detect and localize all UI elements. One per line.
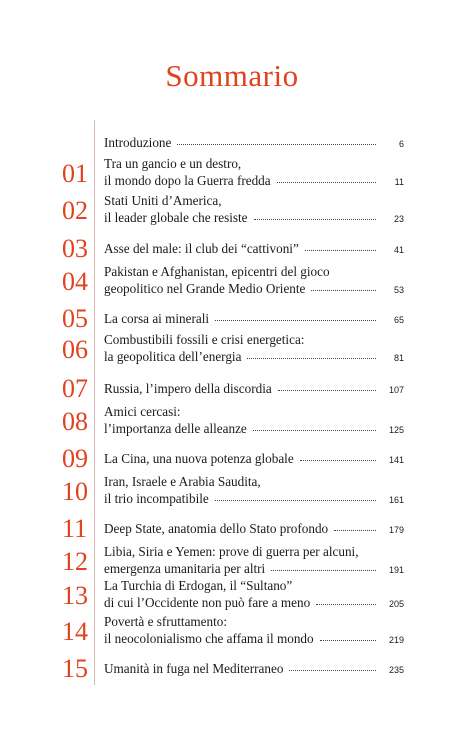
dot-leader — [334, 518, 376, 531]
chapter-title-line: La Cina, una nuova potenza globale — [104, 451, 294, 466]
dot-leader — [277, 170, 376, 183]
chapter-number: 06 — [62, 335, 88, 364]
dot-leader — [320, 628, 376, 641]
chapter-title — [104, 264, 404, 298]
chapter-number: 15 — [62, 654, 88, 683]
vertical-divider — [94, 120, 95, 685]
dot-leader — [278, 378, 376, 391]
dot-leader — [215, 488, 376, 501]
dot-leader — [254, 207, 376, 220]
page-number: 65 — [393, 315, 404, 325]
dot-leader — [271, 558, 376, 571]
chapter-number: 12 — [62, 547, 88, 576]
chapter-number: 09 — [62, 444, 88, 473]
chapter-title-line: Pakistan e Afghanistan, epicentri del gioco — [104, 264, 330, 279]
chapter-title — [104, 380, 404, 398]
chapter-title-line: Iran, Israele e Arabia Saudita, — [104, 474, 261, 489]
dot-leader — [300, 448, 376, 461]
page-number: 205 — [388, 599, 404, 609]
chapter-title-line: Povertà e sfruttamento: — [104, 614, 228, 629]
chapter-number: 05 — [62, 304, 88, 333]
page-number: 81 — [393, 353, 404, 363]
chapter-title — [104, 193, 404, 227]
chapter-title — [104, 310, 404, 328]
chapter-title — [104, 134, 404, 152]
chapter-title-line: il trio incompatibile — [104, 491, 209, 506]
page-number: 11 — [394, 177, 404, 187]
chapter-title-line: Libia, Siria e Yemen: prove di guerra per alcuni, — [104, 544, 359, 559]
chapter-title-line: Introduzione — [104, 135, 172, 150]
chapter-number: 01 — [62, 159, 88, 188]
chapter-number: 03 — [62, 234, 88, 263]
chapter-title-line: il mondo dopo la Guerra fredda — [104, 173, 271, 188]
chapter-title-line: Combustibili fossili e crisi energetica: — [104, 332, 305, 347]
chapter-title — [104, 450, 404, 468]
chapter-title — [104, 614, 404, 648]
chapter-title-line: Russia, l’impero della discordia — [104, 381, 272, 396]
chapter-title-line: La corsa ai minerali — [104, 311, 210, 326]
chapter-title-line: Amici cercasi: — [104, 404, 181, 419]
chapter-title-line: la geopolitica dell’energia — [104, 349, 242, 364]
page-number: 107 — [388, 385, 404, 395]
page-number: 41 — [393, 245, 404, 255]
chapter-number: 04 — [62, 267, 88, 296]
chapter-number: 13 — [62, 581, 88, 610]
chapter-title — [104, 156, 404, 190]
chapter-title-line: di cui l’Occidente non può fare a meno — [104, 595, 311, 610]
chapter-number: 08 — [62, 407, 88, 436]
dot-leader — [316, 592, 376, 605]
page-number: 235 — [388, 665, 404, 675]
dot-leader — [253, 418, 376, 431]
chapter-title — [104, 578, 404, 612]
page-title: Sommario — [165, 58, 299, 93]
page-number: 141 — [388, 455, 404, 465]
chapter-title — [104, 660, 404, 678]
chapter-title-line: emergenza umanitaria per altri — [104, 561, 266, 576]
chapter-number: 07 — [62, 374, 88, 403]
chapter-number: 14 — [62, 617, 88, 646]
page-number: 125 — [388, 425, 404, 435]
chapter-title-line: Stati Uniti d’America, — [104, 193, 222, 208]
chapter-number: 11 — [62, 514, 88, 543]
dot-leader — [305, 238, 376, 251]
chapter-title — [104, 544, 404, 578]
chapter-title-line: Asse del male: il club dei “cattivoni” — [104, 241, 299, 256]
page-number: 23 — [393, 214, 404, 224]
chapter-title-line: Tra un gancio e un destro, — [104, 156, 242, 171]
chapter-title — [104, 240, 404, 258]
dot-leader — [311, 278, 376, 291]
page-number: 219 — [388, 635, 404, 645]
chapter-title-line: il leader globale che resiste — [104, 210, 248, 225]
chapter-title-line: geopolitico nel Grande Medio Oriente — [104, 281, 306, 296]
dot-leader — [177, 132, 376, 145]
chapter-title-line: Deep State, anatomia dello Stato profondo — [104, 521, 329, 536]
chapter-title-line: il neocolonialismo che affama il mondo — [104, 631, 314, 646]
page-number: 6 — [398, 139, 404, 149]
dot-leader — [289, 658, 376, 671]
chapter-title — [104, 474, 404, 508]
dot-leader — [247, 346, 376, 359]
chapter-title — [104, 404, 404, 438]
chapter-number: 02 — [62, 196, 88, 225]
chapter-title-line: La Turchia di Erdogan, il “Sultano” — [104, 578, 293, 593]
chapter-title — [104, 332, 404, 366]
page-number: 179 — [388, 525, 404, 535]
chapter-title-line: Umanità in fuga nel Mediterraneo — [104, 661, 284, 676]
dot-leader — [215, 308, 376, 321]
page-number: 53 — [393, 285, 404, 295]
chapter-title-line: l’importanza delle alleanze — [104, 421, 247, 436]
page-number: 191 — [388, 565, 404, 575]
chapter-title — [104, 520, 404, 538]
page-number: 161 — [388, 495, 404, 505]
chapter-number: 10 — [62, 477, 88, 506]
